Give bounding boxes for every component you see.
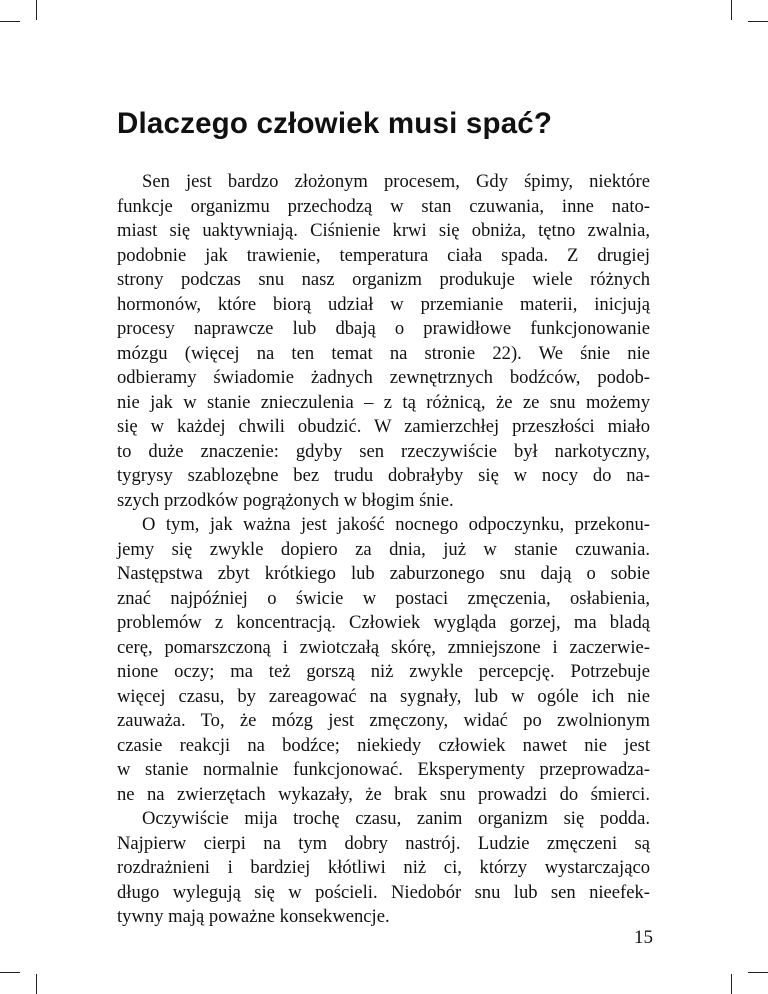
text-line: tywny mają poważne konsekwencje. xyxy=(117,906,390,927)
text-line: więcej czasu, by zareagować na sygnały, lub w ogóle ich nie xyxy=(117,685,650,707)
text-line: problemów z koncentracją. Człowiek wygląda gorzej, ma bladą xyxy=(117,612,650,633)
text-line: hormonów, które biorą udział w przemianie materii, inicjują xyxy=(117,293,650,315)
text-line: podobnie jak trawienie, temperatura ciała spada. Z drugiej xyxy=(117,244,650,266)
text-line: ne na zwierzętach wykazały, że brak snu prowadzi do śmierci. xyxy=(117,783,650,805)
article-body xyxy=(117,170,650,930)
text-line: szych przodków pogrążonych w błogim śnie. xyxy=(117,489,454,511)
text-line: to duże znaczenie: gdyby sen rzeczywiście był narkotyczny, xyxy=(117,440,650,462)
crop-mark-top-left-h xyxy=(0,21,20,22)
text-line: odbieramy świadomie żadnych zewnętrznych bodźców, podob- xyxy=(117,367,650,388)
crop-mark-top-left-v xyxy=(36,0,37,20)
text-line: tygrysy szablozębne bez trudu dobrałyby się w nocy do na- xyxy=(117,465,650,486)
text-line: O tym, jak ważna jest jakość nocnego odpoczynku, przekonu- xyxy=(142,514,650,535)
text-line: Oczywiście mija trochę czasu, zanim organizm się podda. xyxy=(142,808,650,829)
text-line: zauważa. To, że mózg jest zmęczony, widać po zwolnionym xyxy=(117,710,650,731)
text-line: funkcje organizmu przechodzą w stan czuwania, inne nato- xyxy=(117,195,650,217)
text-line: Najpierw cierpi na tym dobry nastrój. Ludzie zmęczeni są xyxy=(117,832,650,854)
text-line: strony podczas snu nasz organizm produkuje wiele różnych xyxy=(117,269,650,290)
text-line: nione oczy; ma też gorszą niż zwykle percepcję. Potrzebuje xyxy=(117,661,650,682)
text-line: cerę, pomarszczoną i zwiotczałą skórę, zmniejszone i zaczerwie- xyxy=(117,636,650,658)
crop-mark-bottom-left-h xyxy=(0,972,20,973)
text-line: procesy naprawcze lub dbają o prawidłowe funkcjonowanie xyxy=(117,318,650,339)
text-line: w stanie normalnie funkcjonować. Eksperymenty przeprowadza- xyxy=(117,759,650,780)
crop-mark-top-right-v xyxy=(731,0,732,20)
text-line: długo wylegują się w pościeli. Niedobór snu lub sen nieefek- xyxy=(117,881,650,903)
text-line: znać najpóźniej o świcie w postaci zmęczenia, osłabienia, xyxy=(117,587,650,609)
crop-mark-bottom-right-v xyxy=(731,974,732,994)
crop-mark-bottom-left-v xyxy=(36,974,37,994)
crop-mark-top-right-h xyxy=(748,21,768,22)
text-line: Sen jest bardzo złożonym procesem, Gdy śpimy, niektóre xyxy=(142,171,650,192)
text-line: nie jak w stanie znieczulenia – z tą różnicą, że ze snu możemy xyxy=(117,391,650,413)
crop-mark-bottom-right-h xyxy=(748,972,768,973)
page-number: 15 xyxy=(634,927,653,948)
text-line: rozdrażnieni i bardziej kłótliwi niż ci, którzy wystarczająco xyxy=(117,857,650,878)
page-title: Dlaczego człowiek musi spać? xyxy=(117,107,553,140)
text-line: jemy się zwykle dopiero za dnia, już w stanie czuwania. xyxy=(117,538,650,560)
text-line: mózgu (więcej na ten temat na stronie 22). We śnie nie xyxy=(117,342,650,364)
text-line: czasie reakcji na bodźce; niekiedy człowiek nawet nie jest xyxy=(117,734,650,756)
text-line: miast się uaktywniają. Ciśnienie krwi się obniża, tętno zwalnia, xyxy=(117,220,650,241)
text-line: się w każdej chwili obudzić. W zamierzchłej przeszłości miało xyxy=(117,416,650,437)
text-line: Następstwa zbyt krótkiego lub zaburzonego snu dają o sobie xyxy=(117,563,650,584)
